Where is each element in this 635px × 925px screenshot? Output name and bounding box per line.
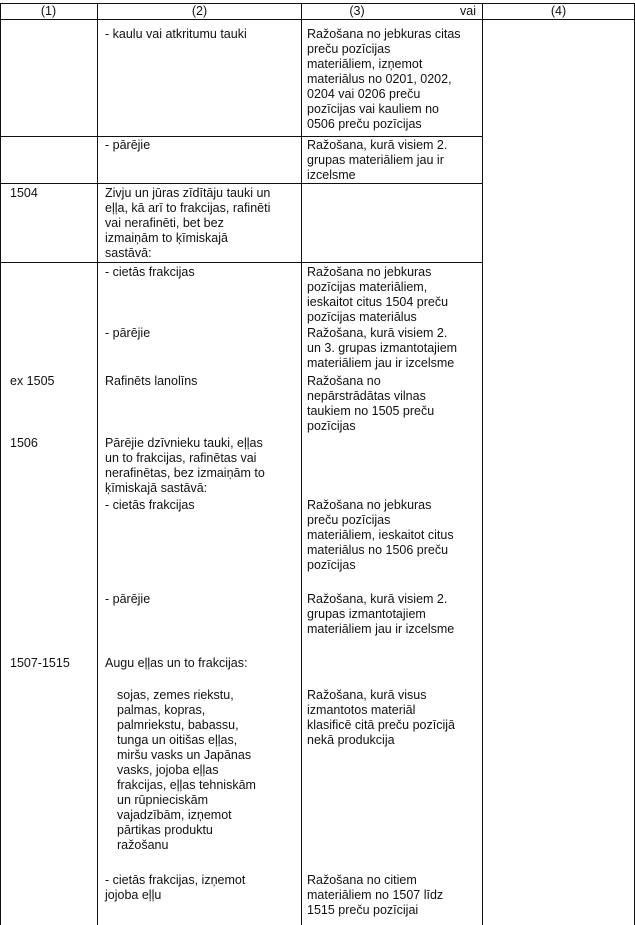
table-left-border <box>0 3 1 925</box>
column-divider-3-4 <box>482 3 483 925</box>
row-rule: Ražošana no jebkuras preču pozīcijas materiāliem, ieskaitot citus materiālus no 1506 preču pozīcijas <box>307 498 454 572</box>
header-bottom-border <box>0 19 635 20</box>
row-desc: - pārējie <box>105 592 151 606</box>
row-code: 1507-1515 <box>10 656 70 670</box>
row-code: 1504 <box>10 186 38 200</box>
header-col-1: (1) <box>40 4 57 18</box>
row-desc: Augu eļļas un to frakcijas: <box>105 656 248 670</box>
row-desc: - cietās frakcijas <box>105 265 195 279</box>
row-rule: Ražošana no jebkuras citas preču pozīcijas materiāliem, izņemot materiālus no 0201, 0202, 0204 vai 0206 preču pozīcijas vai kauliem no 0506 preču pozīcijas <box>307 27 461 131</box>
header-col-3-extra: vai <box>460 4 476 18</box>
row-desc: - pārējie <box>105 138 151 152</box>
row-rule: Ražošana no nepārstrādātas vilnas taukiem no 1505 preču pozīcijas <box>307 374 435 433</box>
header-col-3: (3) <box>349 4 365 18</box>
row-desc: Pārējie dzīvnieku tauki, eļļas un to frakcijas, rafinētas vai nerafinētas, bez izmaiņām to ķīmiskajā sastāvā: <box>105 436 265 495</box>
header-col-2: (2) <box>191 4 208 18</box>
row-code: ex 1505 <box>10 374 55 388</box>
row-desc: - cietās frakcijas <box>105 498 195 512</box>
row-rule: Ražošana, kurā visiem 2. grupas izmantotajiem materiāliem jau ir izcelsme <box>307 592 455 636</box>
row-rule: Ražošana no citiem materiāliem no 1507 līdz 1515 preču pozīcijai <box>307 873 444 917</box>
column-divider-2-3 <box>301 3 302 925</box>
row-divider <box>0 262 483 263</box>
row-rule: Ražošana, kurā visiem 2. un 3. grupas izmantotajiem materiāliem jau ir izcelsme <box>307 326 458 370</box>
row-desc: - pārējie <box>105 326 151 340</box>
header-col-4: (4) <box>550 4 567 18</box>
row-rule: Ražošana, kurā visus izmantotos materiāl klasificē citā preču pozīcijā nekā produkcija <box>307 688 455 747</box>
row-desc: sojas, zemes riekstu, palmas, kopras, palmriekstu, babassu, tunga un oitišas eļļas, miršu vasks un Japānas vasks, jojoba eļļas frakcijas, eļļas tehniskām un rūpnieciskām vajadzībām, izņemot pārtikas produktu ražošanu <box>117 688 256 852</box>
row-rule: Ražošana, kurā visiem 2. grupas materiāliem jau ir izcelsme <box>307 138 448 182</box>
row-desc: Zivju un jūras zīdītāju tauki un eļļa, kā arī to frakcijas, rafinēti vai nerafinēti, bet bez izmaiņām to ķīmiskajā sastāvā: <box>105 186 271 260</box>
row-divider <box>0 183 483 184</box>
row-desc: - kaulu vai atkritumu tauki <box>105 27 247 41</box>
row-divider <box>0 136 483 137</box>
row-desc: Rafinēts lanolīns <box>105 374 198 388</box>
row-code: 1506 <box>10 436 38 450</box>
row-rule: Ražošana no jebkuras pozīcijas materiāliem, ieskaitot citus 1504 preču pozīcijas materiālus <box>307 265 449 324</box>
column-divider-1-2 <box>97 3 98 925</box>
row-desc: - cietās frakcijas, izņemot jojoba eļļu <box>105 873 246 902</box>
